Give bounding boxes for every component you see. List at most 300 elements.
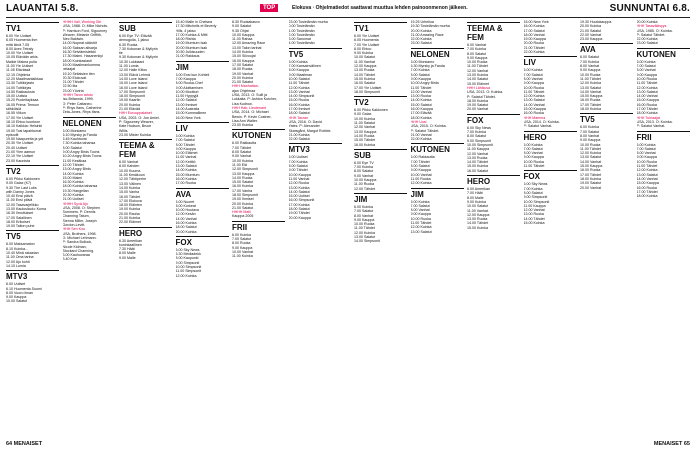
program-entry: 16.00 New York bbox=[175, 115, 201, 120]
program-entry: 20.00 Kuinka bbox=[232, 75, 253, 80]
program-entry: 16.05 Prima: Tenson bbox=[6, 102, 39, 107]
program-entry: 10.40 Minä rakastan bbox=[6, 251, 39, 256]
program-entry: 21.00 Rakkaus bbox=[175, 54, 200, 59]
channel-heading: TEEMA & FEM bbox=[119, 139, 172, 159]
program-entry: 11.00 Ruoka bbox=[354, 182, 375, 187]
program-entry: Lukkaita. P: Ashton Kutcher, bbox=[232, 97, 277, 102]
program-entry: 10.00 Ruoka bbox=[580, 142, 601, 147]
program-entry: 9.00 Simpsonit bbox=[467, 138, 491, 143]
program-entry: 12.00 Amazing Race bbox=[232, 41, 266, 46]
program-entry: 14.00 Vanhat bbox=[580, 159, 602, 164]
channel-heading: FRII bbox=[637, 131, 690, 142]
program-entry: 22.00 Salatut bbox=[288, 137, 310, 142]
program-entry: 6.00 Uutiset bbox=[6, 282, 26, 287]
program-entry: 18.00 Simpsonit bbox=[119, 94, 145, 99]
program-entry: 18.10 Kaikkia: Helsinki bbox=[6, 124, 43, 129]
program-entry: 21.00 Uutiset bbox=[62, 197, 84, 202]
program-entry: 17.00 Elokuva bbox=[119, 198, 142, 203]
program-entry: 17.00 Tähdet bbox=[580, 172, 602, 177]
program-entry: 18.00 Kuinka bbox=[580, 176, 601, 181]
program-entry: 20.00 Kuinka bbox=[410, 28, 432, 33]
program-entry: 17.30 Malmi. Hasanenkyl bbox=[62, 54, 103, 59]
program-entry: 17.00 Tähdet bbox=[580, 102, 602, 107]
featured-program: HHH Tasaväkisyys bbox=[636, 24, 667, 29]
program-entry: 11.00 Tähdet bbox=[523, 89, 545, 94]
program-entry: Zeta-Jones, Rhys Ifans. bbox=[62, 110, 101, 115]
program-entry: 18.00 Simpsonit bbox=[232, 192, 258, 197]
program-entry: 12.00 Tähdet bbox=[62, 162, 84, 167]
program-entry: 8.00 Vanhat bbox=[580, 64, 600, 69]
program-entry: 8.10 Kuinka... bbox=[6, 246, 28, 251]
program-entry: 14.00 Vanhat bbox=[523, 102, 545, 107]
program-entry: USA, 2013. O: Suilt ja bbox=[232, 93, 267, 98]
program-entry: 21.00 Kuinka bbox=[288, 132, 310, 137]
program-entry: 16.00 Ruoka bbox=[523, 111, 544, 116]
program-entry: 14.00 Tähdet bbox=[523, 216, 545, 221]
program-entry: 14.00 Simpsonit bbox=[354, 239, 380, 244]
program-entry: 7.00 Kuinka bbox=[354, 165, 373, 170]
featured-program: HHH Hair, Lieutenant bbox=[232, 105, 266, 110]
program-entry: 14.00 Tuttikirjas bbox=[6, 85, 32, 90]
program-entry: 16.00 Ruoka bbox=[580, 168, 601, 173]
program-entry: 12.00 Kauppa bbox=[467, 212, 490, 217]
program-entry: 10.00 Eläimet bbox=[175, 151, 198, 156]
program-entry: USA, 2015. O: Kuinka. bbox=[410, 124, 447, 129]
program-entry: 17.00 Salatut bbox=[232, 62, 254, 67]
program-entry: 16.00 Salatut bbox=[467, 168, 489, 173]
program-entry: 9.30 Kokonan & Myllyrin bbox=[119, 55, 158, 60]
program-entry: 10.00 Ruoka bbox=[523, 85, 544, 90]
channel-heading: TV2 bbox=[6, 165, 59, 176]
program-entry: 10.05 Elävään arkis. bbox=[6, 55, 39, 60]
program-entry: 19.10 Sellaisien tien bbox=[62, 71, 95, 76]
program-entry: 20.50 Julkisuuden bbox=[175, 50, 205, 55]
program-entry: 18.00 Kuinka bbox=[410, 115, 432, 120]
program-entry: 15.00 Ruoka bbox=[288, 98, 309, 103]
program-entry: 15.00 Tähdet bbox=[354, 138, 376, 143]
program-entry: 11.00 Kesäkaa bbox=[62, 158, 87, 163]
channel-heading: HERO bbox=[467, 175, 520, 186]
program-entry: 22.50 Ilta bbox=[62, 84, 78, 89]
program-entry: 17.00 Kuinka & Mitti bbox=[175, 32, 208, 37]
channel-heading: NELONEN bbox=[63, 117, 116, 128]
program-entry: 8.00 Vanhat bbox=[354, 213, 374, 218]
listing-column bbox=[524, 20, 577, 439]
program-entry: 19.00 Salatut bbox=[580, 181, 602, 186]
program-entry: 12.00 Vanhat bbox=[410, 89, 432, 94]
program-entry: Nicole Kidman, bbox=[62, 244, 87, 249]
program-entry: 10.00 Ruoka bbox=[354, 222, 375, 227]
program-entry: 15.00 Uutiset bbox=[288, 194, 310, 199]
program-entry: 7.30 Kuinka tahansa bbox=[62, 141, 96, 146]
program-entry: 10.00 Simpsonit bbox=[523, 199, 550, 204]
program-entry: 16.00 Kuinka bbox=[175, 176, 197, 181]
program-entry: 16.00 Kuinka bbox=[175, 220, 197, 225]
program-entry: 21.00 Tähdet bbox=[62, 80, 84, 85]
program-entry: Kauppa 2005 bbox=[232, 214, 254, 219]
program-entry: 11.00 Elä bbox=[232, 162, 247, 167]
program-entry: 11.00 Ensi päivä bbox=[6, 198, 33, 203]
featured-program: HHHH Malli bbox=[232, 210, 251, 215]
program-entry: 16.30 Kuinka bbox=[62, 180, 84, 185]
channel-heading: JIM bbox=[354, 193, 407, 204]
program-entry: 11.00 Oma tarina bbox=[6, 255, 34, 260]
program-entry: 8.00 Malle bbox=[119, 251, 136, 256]
program-entry: 12.15 Ohjelmia bbox=[6, 72, 31, 77]
program-entry: USA, 2016. O: David bbox=[288, 119, 322, 124]
program-entry: 18.00 Kuinkaslasti bbox=[62, 58, 92, 63]
program-entry: 18.00 Kuinka tahansa bbox=[62, 184, 98, 189]
program-entry: 11.00 Kesäkuun bbox=[119, 173, 145, 178]
program-entry: 12.20 Maailmanlaikkaa bbox=[6, 76, 43, 81]
program-entry: 6.00 Morsiamo bbox=[410, 59, 435, 64]
program-entry: 15.40 Malle in Chelsea bbox=[175, 20, 213, 24]
program-entry: 8.00 Salatut bbox=[467, 51, 487, 56]
program-entry: 12.00 Kuinka bbox=[410, 181, 432, 186]
program-entry: 8.00 Vanhat bbox=[410, 208, 430, 213]
channel-heading: FOX bbox=[176, 236, 229, 247]
program-entry: 10.20 Angry Birds Toons bbox=[62, 154, 102, 159]
program-entry: 19.00 Vanhat bbox=[232, 71, 254, 76]
program-entry: 20.30 Kuinka bbox=[62, 192, 84, 197]
program-entry: 16.00 Saksan alisarja bbox=[62, 45, 97, 50]
program-entry: 8.00 Ruoka bbox=[232, 241, 251, 246]
program-entry: 9.00 Maailman bbox=[288, 72, 313, 77]
program-entry: 16.30 Selviämisleikki bbox=[62, 50, 96, 55]
program-entry: P: Salatut Tähdet. bbox=[467, 94, 496, 99]
listing-column bbox=[411, 20, 464, 439]
program-entry: 14.00 Vanhat bbox=[636, 94, 658, 99]
listing-column bbox=[232, 20, 285, 439]
program-entry: 7.00 Salatut bbox=[410, 203, 430, 208]
program-entry: 0.00 Tosielämän bbox=[288, 24, 315, 29]
program-entry: 22.00 Vanhat bbox=[580, 32, 602, 37]
program-entry: 9.00 Vanhat bbox=[232, 154, 252, 159]
program-entry: 13.00 Salatut bbox=[410, 229, 432, 234]
program-entry: 14.00 Ruoka bbox=[232, 175, 253, 180]
page-header bbox=[6, 3, 690, 18]
program-entry: 6.00 Yle Uutiset bbox=[6, 34, 32, 38]
program-entry: 14.00 Kuinka bbox=[119, 185, 140, 190]
top-badge: TOP bbox=[260, 4, 278, 12]
program-entry: 7.00 Kauppa bbox=[175, 76, 196, 81]
program-entry: 12.00 Tähtiperhe bbox=[119, 177, 147, 182]
program-entry: 6.00 Morsiamo bbox=[62, 128, 87, 133]
program-entry: 18.00 Erikoiset bbox=[6, 219, 30, 224]
program-entry: 13.00 Ruoka bbox=[410, 94, 431, 99]
program-entry: 19.30 Hangellan bbox=[62, 188, 89, 193]
header-tagline: Elokuva · Ohjelmatiedot saattavat muuttua lehden painoonmenon jälkeen. bbox=[292, 5, 468, 11]
program-entry: 12.00 Kuinka bbox=[580, 151, 601, 156]
program-entry: 6.00 Pikku Kakkonen bbox=[354, 108, 388, 113]
program-entry: Maikie Makea pulla bbox=[6, 59, 37, 64]
right-page-footer: MENAISET 65 bbox=[653, 441, 690, 447]
program-entry: sähköisiä bbox=[6, 107, 21, 112]
program-entry: 12.00 Kuinka bbox=[636, 168, 658, 173]
channel-heading: AVA bbox=[176, 188, 229, 199]
program-entry: 20.00 Kuinka bbox=[636, 20, 658, 24]
program-entry: 13.00 Ruoka bbox=[523, 212, 544, 217]
channel-heading: KUTONEN bbox=[411, 143, 464, 154]
featured-program: HHH Eurooppalaiset bbox=[119, 111, 152, 116]
program-entry: 12.00 Kuinka bbox=[636, 85, 658, 90]
program-entry: 23.00 Salatut bbox=[636, 41, 658, 46]
program-entry: 3.00 Sanomat bbox=[288, 37, 311, 42]
program-entry: 6.00 Kuinka bbox=[232, 232, 251, 237]
program-entry: ajan Ohjelmaa bbox=[232, 88, 256, 93]
program-entry: 20.30 Elokuvat bbox=[62, 75, 87, 80]
featured-program: HHHH Vall, Working Girl bbox=[62, 20, 102, 24]
program-entry: USA, 2013. O: Kuinka. bbox=[467, 90, 504, 95]
program-entry: 14.00 Tähdet bbox=[467, 221, 489, 226]
program-entry: 15.00 Kummallinen bbox=[175, 111, 207, 116]
program-entry: 6.00 Kuinka bbox=[523, 142, 543, 147]
program-entry: 10.00 Kauppa bbox=[354, 178, 377, 183]
featured-program: HHH Tuhlaajat bbox=[636, 115, 660, 120]
program-entry: 9.00 Kauppa bbox=[636, 155, 657, 160]
program-entry: 8.00 Ehtoo bbox=[354, 46, 372, 51]
program-entry: 7.00 Yle Uutiset bbox=[354, 42, 380, 47]
program-entry: 9.00 Kauppa bbox=[636, 72, 657, 77]
program-entry: 9.00 Kauppa bbox=[410, 212, 431, 217]
program-entry: 22.00 Kuinka bbox=[636, 37, 658, 42]
program-entry: Yates. P: Alexander bbox=[288, 124, 320, 129]
program-entry: 17.30 Mitchells et Beverly bbox=[175, 24, 217, 29]
program-entry: 15.20 Puoleltayksaa bbox=[6, 98, 39, 103]
program-entry: 19.25 Urheilua bbox=[410, 20, 434, 24]
program-entry: 10.00 Salatut bbox=[354, 55, 376, 60]
program-entry: 15.00 Kauppa bbox=[523, 107, 546, 112]
program-entry: Kate Hudson, Bruce bbox=[119, 124, 152, 129]
program-entry: 16.00 Love Island bbox=[119, 85, 148, 90]
program-entry: 6.00 Kuinka bbox=[175, 133, 195, 138]
program-entry: 14.00 Australia bbox=[175, 107, 200, 112]
program-entry: 12.00 Simpsonit bbox=[232, 167, 258, 172]
program-entry: 17.00 Elävää bbox=[410, 111, 432, 116]
program-entry: 8.00 Vanhat bbox=[636, 68, 656, 73]
program-entry: 7.00 Salatut bbox=[175, 138, 195, 143]
channel-heading: MTV3 bbox=[6, 270, 59, 281]
program-entry: USA, 2014. O: Kuinka. bbox=[523, 119, 560, 124]
program-entry: 6.05 Huomenta bbox=[354, 38, 379, 43]
program-entry: 18.00 Salatut bbox=[288, 111, 310, 116]
program-entry: 11.00 Tähdet bbox=[636, 164, 658, 169]
program-entry: 17.00 Yle Uutiset bbox=[6, 115, 34, 120]
program-entry: 17.00 Tähdet bbox=[636, 107, 658, 112]
program-entry: 13.00 Ruoka bbox=[354, 68, 375, 73]
channel-heading: LIV bbox=[524, 56, 577, 67]
program-entry: 6.00 Eye TV bbox=[354, 160, 374, 165]
program-entry: 9.00 Kauppa bbox=[523, 81, 544, 86]
channel-heading: SUB bbox=[354, 149, 407, 160]
program-entry: 6.00 Nuoret bbox=[175, 199, 195, 204]
program-entry: 10.00 Salatut bbox=[467, 204, 489, 209]
program-entry: Lisa Kudrow. bbox=[232, 101, 253, 106]
program-entry: 14.00 Ruoka bbox=[354, 133, 375, 138]
program-entry: 22.00 Kuinka bbox=[410, 137, 432, 142]
program-entry: 10.30 Lukkiaani bbox=[119, 59, 145, 64]
program-entry: 10.00 Salatut bbox=[288, 76, 310, 81]
program-entry: 14.00 Kuinka bbox=[232, 50, 253, 55]
program-entry: USA, 2003. O: Jon Amiel. bbox=[119, 115, 160, 120]
program-entry: 8.00 Malle bbox=[467, 195, 484, 200]
program-entry: 11.00 Tähdet bbox=[467, 64, 488, 69]
program-entry: 16.00 Ruoka bbox=[636, 102, 657, 107]
program-entry: USA, 2014. O: Michael bbox=[232, 110, 269, 115]
program-entry: 15.00 Uutisia bbox=[6, 94, 27, 99]
program-entry: 16.00 Kuinka bbox=[523, 24, 545, 29]
program-entry: 12.00 Vanhat bbox=[467, 151, 489, 156]
program-entry: 6.00 Kuinka bbox=[523, 68, 543, 73]
program-entry: 22.00 Eläimet bbox=[119, 220, 141, 225]
program-entry: 21.00 Salatut bbox=[232, 80, 254, 85]
channel-heading: JIM bbox=[176, 61, 229, 72]
program-entry: 2.00 Tosielämän bbox=[288, 32, 315, 37]
program-entry: 8.00 Kaupunki bbox=[175, 256, 199, 261]
program-entry: 10.00 Vanhat bbox=[232, 249, 254, 254]
program-entry: 17.00 Yle Uutiset bbox=[354, 85, 382, 90]
program-entry: 19.30 Huutokauppa bbox=[580, 20, 612, 24]
program-entry: 12.00 Kuinka bbox=[175, 273, 197, 278]
program-entry: 10.00 Kauppa bbox=[232, 32, 255, 37]
program-entry: 9.00 Vanhat bbox=[354, 173, 374, 178]
program-entry: P: Salatut Vanhat. bbox=[523, 124, 553, 129]
program-entry: 13.00 Salatut bbox=[636, 172, 658, 177]
program-entry: 6.00 Amerikan bbox=[467, 187, 490, 192]
channel-heading: AVA bbox=[580, 43, 633, 54]
channel-heading: HERO bbox=[119, 227, 172, 238]
program-entry: 8.00 Vuoro ilman bbox=[6, 290, 34, 295]
program-entry: 13.00 Kauluslaulu: Kuma bbox=[6, 206, 46, 211]
program-entry: 9.00 Simpsonit bbox=[523, 195, 548, 200]
program-entry: 9.00 Kauppa bbox=[354, 217, 375, 222]
program-entry: USA, 2008. O: Stephen bbox=[62, 205, 101, 210]
program-entry: 11.05 Elävässä bbox=[6, 68, 31, 73]
program-entry: 12.00 Kuinka bbox=[580, 81, 601, 86]
program-entry: 10.00 Kuinka bbox=[354, 116, 375, 121]
program-entry: 17.00 Kuinka bbox=[288, 202, 310, 207]
featured-program: HHH Mamma bbox=[523, 115, 546, 120]
program-entry: 8.00 Salatut bbox=[62, 145, 82, 150]
program-entry: 10.00 Ruoka bbox=[523, 159, 544, 164]
channel-heading: NELONEN bbox=[411, 48, 464, 59]
program-entry: 9.00 Kauppa bbox=[6, 295, 27, 300]
channel-heading: SUB bbox=[119, 22, 172, 33]
program-entry: 6.00 Kuinka bbox=[410, 199, 430, 204]
program-entry: 23.00 Salatut bbox=[410, 41, 432, 46]
program-entry: P: Sandra Bullock, bbox=[62, 240, 93, 245]
program-entry: 7.00 Tähdet bbox=[410, 159, 430, 164]
program-entry: 15.00 New York bbox=[523, 20, 549, 24]
program-entry: 10.00 Kuinka bbox=[232, 158, 253, 163]
program-entry: 6.00 Yle Uutiset bbox=[354, 34, 380, 38]
program-entry: 21.00 Vanhat bbox=[410, 132, 432, 137]
program-entry: 9.00 Tähdet bbox=[288, 168, 308, 173]
program-entry: 7.00 Salatut bbox=[636, 146, 656, 151]
program-entry: 19.00 Kuinka bbox=[119, 207, 140, 212]
program-entry: 7.00 Kuinka bbox=[523, 186, 543, 191]
channel-heading: TV2 bbox=[354, 96, 407, 107]
program-entry: 13.00 Ihmiset bbox=[175, 102, 198, 107]
program-entry: 6.00 Eye TV: Elävää bbox=[119, 34, 152, 38]
channel-heading: HERO bbox=[524, 131, 577, 142]
program-entry: 12.00 Salatut bbox=[175, 98, 197, 103]
program-entry: 22.00 Kuinka bbox=[523, 50, 545, 55]
program-entry: 10.00 Simpsonit bbox=[175, 265, 202, 270]
channel-heading: TV1 bbox=[6, 22, 59, 33]
program-entry: 10.00 Ruoka bbox=[636, 159, 657, 164]
program-entry: 8.00 Salatut bbox=[288, 164, 308, 169]
program-entry: 8.00 Vanhat bbox=[523, 151, 543, 156]
program-entry: 12.00 Kuinka bbox=[523, 94, 545, 99]
program-entry: 18.10 Ehtoo luontoon bbox=[6, 119, 41, 124]
program-entry: 15.00 Siivoojat bbox=[232, 54, 256, 59]
channel-heading: MTV3 bbox=[289, 143, 342, 154]
program-entry: 7.00 Kansainvälinen bbox=[288, 64, 321, 69]
listing-column bbox=[467, 20, 520, 439]
program-entry: 8.00 Avec Tetraly bbox=[6, 46, 34, 51]
program-entry: 13.00 Salatut bbox=[354, 234, 376, 239]
program-entry: 11.00 Hyppyjä bbox=[175, 94, 199, 99]
featured-program: HHH Uusi bbox=[410, 119, 427, 124]
program-entry: 6.05 Huomenta ihm bbox=[6, 38, 38, 43]
program-entry: 11.00 Tähdet bbox=[410, 85, 432, 90]
program-entry: tie bbox=[119, 51, 123, 56]
program-entry: 10.40 Ensi päivä bbox=[6, 194, 33, 199]
program-entry: 9.00 Kuinka bbox=[354, 51, 373, 56]
program-entry: 19.00 Tosi tapahtumat bbox=[6, 128, 42, 133]
program-entry: 9.00 Kauppa bbox=[523, 155, 544, 160]
program-entry: 11.00 Kuinka bbox=[232, 254, 253, 259]
program-entry: 20.00 Kuinka bbox=[232, 201, 253, 206]
program-entry: 7.00 Kuinka bbox=[410, 68, 430, 73]
program-entry: 18.00 Eläinten bbox=[119, 203, 142, 208]
program-entry: 11.00 Rahaa bbox=[232, 37, 253, 42]
program-entry: USA, 1985. O: Kuinka. bbox=[636, 28, 673, 33]
program-entry: 12.00 Ajo kohti bbox=[6, 259, 30, 264]
program-entry: 17.00 Vanha bbox=[232, 188, 253, 193]
program-entry: 14.10 Lumia bbox=[6, 263, 26, 268]
program-entry: 14.00 Kuinka bbox=[410, 98, 432, 103]
program-entry: 13.30 Tuttikirjasto bbox=[6, 81, 35, 86]
program-entry: 14.00 Nopeat sääntöt bbox=[62, 41, 97, 46]
program-entry: 17.00 Ihmiset bbox=[288, 107, 311, 112]
program-entry: P: Sigourney Weaver, bbox=[119, 119, 154, 124]
program-entry: 14.00 Love Island bbox=[119, 76, 148, 81]
program-entry: 16.00 Ruoka bbox=[636, 185, 657, 190]
program-entry: 13.00 Kuinka bbox=[288, 185, 310, 190]
program-entry: 6.00 Maksamaton bbox=[6, 242, 35, 247]
program-entry: 20.00 Vanhat bbox=[467, 107, 489, 112]
program-entry: 10.00 Ruoka bbox=[467, 60, 488, 65]
program-entry: 3.40 Koe bbox=[62, 257, 77, 262]
program-entry: Bewin. P: Kevin Costner, bbox=[232, 114, 272, 119]
channel-heading: TV1 bbox=[354, 22, 407, 33]
program-entry: USA, 1988. O: Mike Nichols. bbox=[62, 24, 109, 29]
program-entry: 11.00 Lumia bbox=[119, 64, 139, 69]
program-entry: 19.50 Naapureita ja yrit bbox=[6, 137, 44, 142]
program-entry: 13.00 Elävä Lehmä bbox=[119, 72, 150, 77]
channel-heading: FOX bbox=[524, 170, 577, 181]
program-entry: 7.00 Kuinka bbox=[580, 59, 599, 64]
program-entry: 9.35 Ohjat bbox=[232, 28, 249, 33]
program-entry: 23.00 Mister Kuinka bbox=[119, 132, 151, 137]
program-entry: 8.00 Salatut bbox=[232, 150, 252, 155]
program-entry: 6.00 Rakkautta bbox=[410, 155, 435, 160]
listing-column bbox=[6, 20, 59, 439]
program-entry: 7.30 Kokonan & Myllyrin bbox=[119, 46, 158, 51]
program-entry: 6.30 Amerikan bbox=[119, 238, 142, 243]
